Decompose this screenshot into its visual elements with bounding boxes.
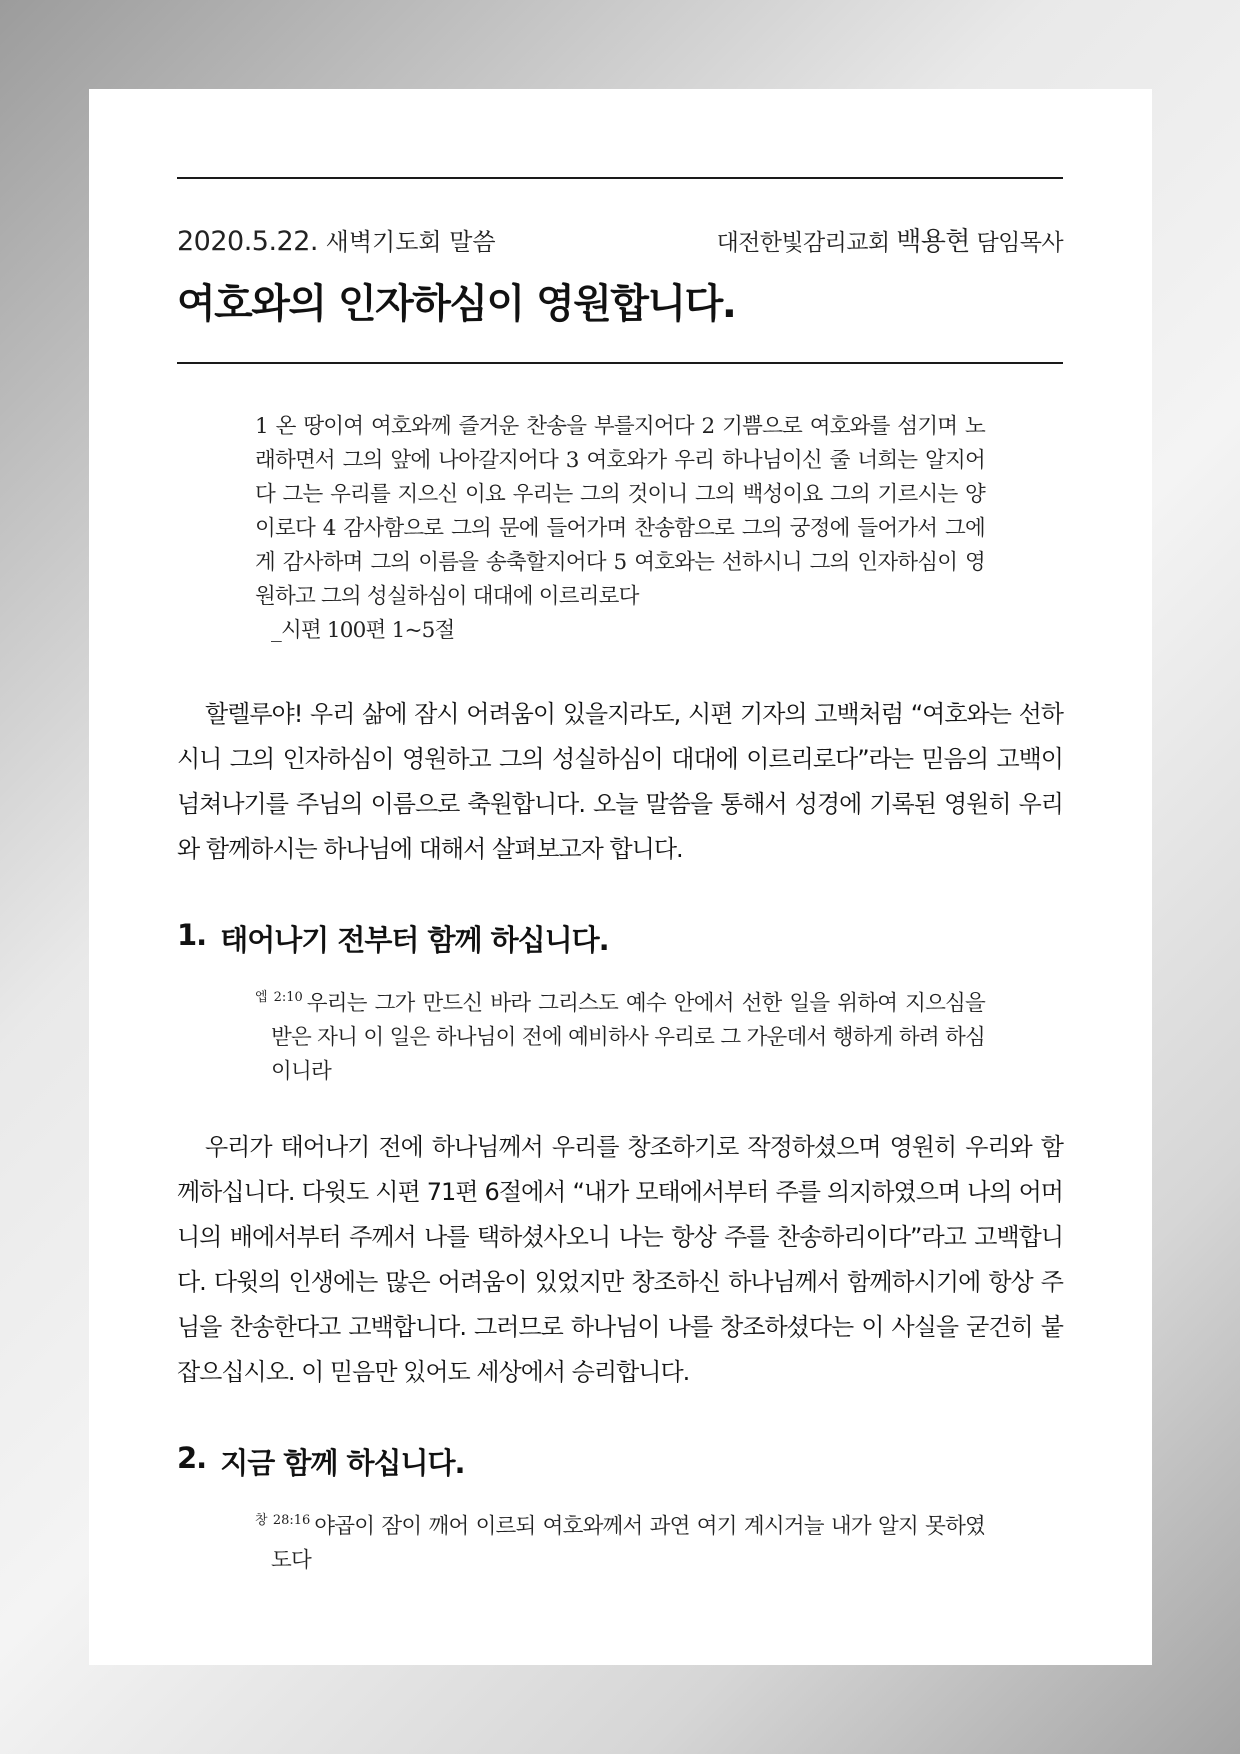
intro-paragraph: 할렐루야! 우리 삶에 잠시 어려움이 있을지라도, 시편 기자의 고백처럼 “여호와는 선하시니 그의 인자하심이 영원하고 그의 성실하심이 대대에 이르리로다”라는 믿음의 고백이 넘쳐나기를 주님의 이름으로 축원합니다. 오늘 말씀을 통해서 성경에 기록된 영원히 우리와 함께하시는 하나님에 대해서 살펴보고자 합니다. (177, 700, 1063, 863)
section-1-paragraph: 우리가 태어나기 전에 하나님께서 우리를 창조하기로 작정하셨으며 영원히 우리와 함께하십니다. 다윗도 시편 71편 6절에서 “내가 모태에서부터 주를 의지하였으며 나의 어머니의 배에서부터 주께서 나를 택하셨사오니 나는 항상 주를 찬송하리이다”라고 고백합니다. 다윗의 인생에는 많은 어려움이 있었지만 창조하신 하나님께서 함께하시기에 항상 주님을 찬송한다고 고백합니다. 그러므로 하나님이 나를 창조하셨다는 이 사실을 굳건히 붙잡으십시오. 이 믿음만 있어도 세상에서 승리합니다. (177, 1133, 1063, 1386)
section-1-verse-ref: 엡 2:10 (255, 990, 303, 1005)
section-2-verse-ref: 창 28:16 (255, 1513, 311, 1528)
section-1-verse (255, 981, 985, 1089)
page-content (177, 89, 1063, 1578)
document-page (89, 89, 1152, 1665)
sermon-date-line (177, 222, 496, 257)
section-1-verse-text: 우리는 그가 만드신 바라 그리스도 예수 안에서 선한 일을 위하여 지으심을 받은 자니 이 일은 하나님이 전에 예비하사 우리로 그 가운데서 행하게 하려 하심이니라 (271, 991, 985, 1084)
service-name: 새벽기도회 말씀 (325, 228, 496, 256)
sermon-date: 2020.5.22. (177, 226, 318, 257)
main-scripture (255, 410, 985, 648)
section-1-title: 태어나기 전부터 함께 하십니다. (220, 923, 609, 957)
main-scripture-reference: _시편 100편 1~5절 (271, 618, 455, 643)
section-2-verse (255, 1504, 985, 1578)
section-1-number: 1. (177, 918, 207, 952)
section-2-title: 지금 함께 하십니다. (220, 1446, 465, 1480)
church-name: 대전한빛감리교회 (716, 230, 890, 256)
sermon-title: 여호와의 인자하심이 영원합니다. (177, 281, 736, 327)
section-1-heading (177, 918, 1063, 959)
top-divider (177, 177, 1063, 179)
main-scripture-text: 1 온 땅이여 여호와께 즐거운 찬송을 부를지어다 2 기쁨으로 여호와를 섬기며 노래하면서 그의 앞에 나아갈지어다 3 여호와가 우리 하나님이신 줄 너희는 알지어다 그는 우리를 지으신 이요 우리는 그의 것이니 그의 백성이요 그의 기르시는 양이로다 4 감사함으로 그의 문에 들어가며 찬송함으로 그의 궁정에 들어가서 그에게 감사하며 그의 이름을 송축할지어다 5 여호와는 선하시니 그의 인자하심이 영원하고 그의 성실하심이 대대에 이르리로다 (255, 414, 985, 609)
pastor-title: 담임목사 (976, 230, 1063, 256)
pastor-name: 백용현 (896, 227, 970, 257)
section-2-number: 2. (177, 1441, 207, 1475)
preacher-info (717, 221, 1063, 258)
header-meta (177, 221, 1063, 258)
title-divider (177, 362, 1063, 364)
section-2-verse-text: 야곱이 잠이 깨어 이르되 여호와께서 과연 여기 계시거늘 내가 알지 못하였도다 (271, 1514, 986, 1573)
section-2-heading (177, 1441, 1063, 1482)
